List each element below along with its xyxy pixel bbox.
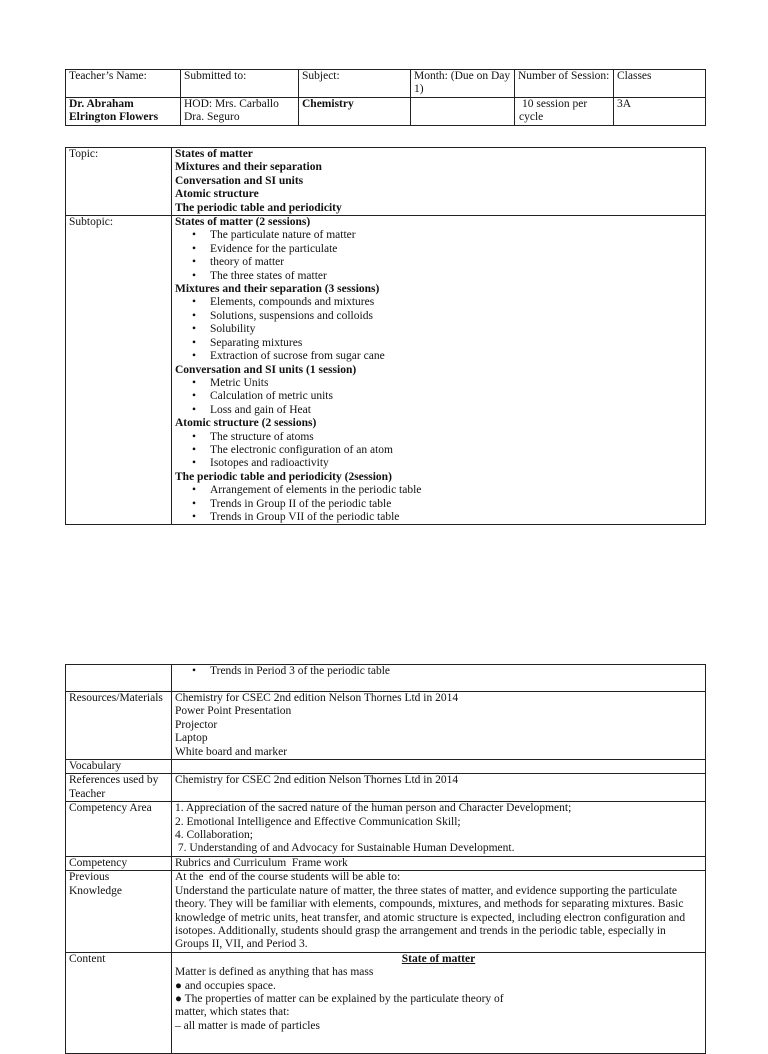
previous-knowledge-line: Groups II, VII, and Period 3. [175, 938, 308, 951]
subtopic-item: • Metric Units [175, 377, 702, 390]
resources-list [172, 692, 706, 760]
previous-knowledge-line: knowledge of metric units, heat transfer, and atomic structure is expected, including electron configuration and [175, 911, 686, 924]
competency-area-item: 7. Understanding of and Advocacy for Sustainable Human Development. [175, 842, 515, 855]
resource-item: Laptop [175, 732, 208, 745]
previous-knowledge-label-line: Previous [69, 871, 110, 884]
submitted-to-line: Dra. Seguro [184, 111, 240, 124]
subtopic-item: • Loss and gain of Heat [175, 404, 702, 417]
resource-item: Projector [175, 718, 218, 731]
content-heading: State of matter [401, 952, 476, 965]
previous-knowledge-label-line: Knowledge [69, 884, 123, 897]
subtopic-list [172, 216, 706, 525]
resource-item: Chemistry for CSEC 2nd edition Nelson Thornes Ltd in 2014 [175, 692, 459, 704]
references-label-line: References used by [69, 774, 159, 787]
heading-sessions: Number of Session: [515, 70, 614, 98]
subtopic-item: • Arrangement of elements in the periodic table [175, 484, 702, 497]
subtopic-item: • Evidence for the particulate [175, 243, 702, 256]
subtopic-item: • Solutions, suspensions and colloids [175, 310, 702, 323]
subtopic-item: • Separating mixtures [175, 337, 702, 350]
topic-item: Mixtures and their separation [175, 161, 322, 174]
previous-knowledge-line: theory. They will be familiar with elements, compounds, mixtures, and methods for separating mixtures. Basic [175, 898, 684, 911]
classes: 3A [614, 97, 706, 125]
resource-item: White board and marker [175, 745, 288, 758]
subtopic-item: • Trends in Period 3 of the periodic table [175, 665, 702, 678]
subtopic-item: • Elements, compounds and mixtures [175, 296, 702, 309]
subtopic-item: • theory of matter [175, 256, 702, 269]
header-table [65, 69, 706, 126]
submitted-to-line: HOD: Mrs. Carballo [184, 97, 279, 110]
heading-subject: Subject: [299, 70, 411, 98]
topic-item: The periodic table and periodicity [175, 201, 342, 214]
resource-item: Power Point Presentation [175, 705, 292, 718]
topic-label: Topic: [66, 148, 172, 216]
topic-table [65, 147, 706, 525]
subtopic-item: • The three states of matter [175, 270, 702, 283]
subtopic-item: • The electronic configuration of an atom [175, 444, 702, 457]
content-line: ● and occupies space. [175, 979, 276, 992]
competency-label: Competency [66, 856, 172, 870]
continued-list [172, 665, 706, 692]
subtopic-item: • The particulate nature of matter [175, 229, 702, 242]
competency-area-item: 4. Collaboration; [175, 829, 253, 842]
previous-knowledge-text [172, 871, 706, 952]
previous-knowledge-line: Understand the particulate nature of matter, the three states of matter, and evidence supporting the particulate [175, 884, 678, 897]
heading-teacher-name: Teacher’s Name: [66, 70, 181, 98]
previous-knowledge-line: isotopes. Additionally, students should grasp the arrangement and trends in the periodic table, especially in [175, 924, 666, 937]
competency-area-label: Competency Area [66, 802, 172, 857]
subtopic-group-title: Mixtures and their separation (3 sessions) [175, 283, 380, 296]
resources-label: Resources/Materials [66, 692, 172, 760]
vocabulary-value [172, 760, 706, 774]
subtopic-group-title: Atomic structure (2 sessions) [175, 417, 317, 430]
topic-item: Atomic structure [175, 188, 259, 201]
topic-list [172, 148, 706, 216]
topic-item: Conversation and SI units [175, 174, 304, 187]
subtopic-group-title: The periodic table and periodicity (2session) [175, 470, 392, 483]
subtopic-item: • The structure of atoms [175, 431, 702, 444]
references-label-line: Teacher [69, 787, 106, 800]
month [411, 97, 515, 125]
continued-label [66, 665, 172, 692]
sessions [515, 97, 614, 125]
previous-knowledge-label [66, 871, 172, 952]
previous-knowledge-line: At the end of the course students will be able to: [175, 871, 401, 884]
topic-item: States of matter [175, 148, 253, 160]
content-line: ● The properties of matter can be explained by the particulate theory of [175, 992, 504, 1005]
subtopic-item: • Trends in Group VII of the periodic table [175, 511, 702, 524]
subtopic-item: • Calculation of metric units [175, 390, 702, 403]
sessions-value: 10 session per cycle [519, 97, 588, 124]
references-value: Chemistry for CSEC 2nd edition Nelson Thornes Ltd in 2014 [172, 774, 706, 802]
details-table [65, 664, 706, 1054]
teacher-name-value: Dr. Abraham Elrington Flowers [69, 97, 159, 124]
submitted-to [181, 97, 299, 125]
heading-month: Month: (Due on Day 1) [411, 70, 515, 98]
content-text [172, 952, 706, 1053]
subtopic-group-title: Conversation and SI units (1 session) [175, 363, 357, 376]
content-label: Content [66, 952, 172, 1053]
competency-value: Rubrics and Curriculum Frame work [172, 856, 706, 870]
competency-area-item: 1. Appreciation of the sacred nature of the human person and Character Development; [175, 802, 572, 815]
subject [299, 97, 411, 125]
subject-value: Chemistry [302, 97, 354, 110]
subtopic-item: • Trends in Group II of the periodic table [175, 498, 702, 511]
content-line: matter, which states that: [175, 1006, 290, 1019]
subtopic-item: • Solubility [175, 323, 702, 336]
competency-area-list [172, 802, 706, 857]
heading-classes: Classes [614, 70, 706, 98]
heading-submitted-to: Submitted to: [181, 70, 299, 98]
subtopic-item: • Extraction of sucrose from sugar cane [175, 350, 702, 363]
competency-area-item: 2. Emotional Intelligence and Effective Communication Skill; [175, 815, 461, 828]
subtopic-item: • Isotopes and radioactivity [175, 457, 702, 470]
vocabulary-label: Vocabulary [66, 760, 172, 774]
references-label [66, 774, 172, 802]
content-line: – all matter is made of particles [175, 1019, 320, 1032]
content-line: Matter is defined as anything that has mass [175, 966, 374, 979]
subtopic-group-title: States of matter (2 sessions) [175, 216, 311, 229]
subtopic-label: Subtopic: [66, 216, 172, 525]
teacher-name [66, 97, 181, 125]
